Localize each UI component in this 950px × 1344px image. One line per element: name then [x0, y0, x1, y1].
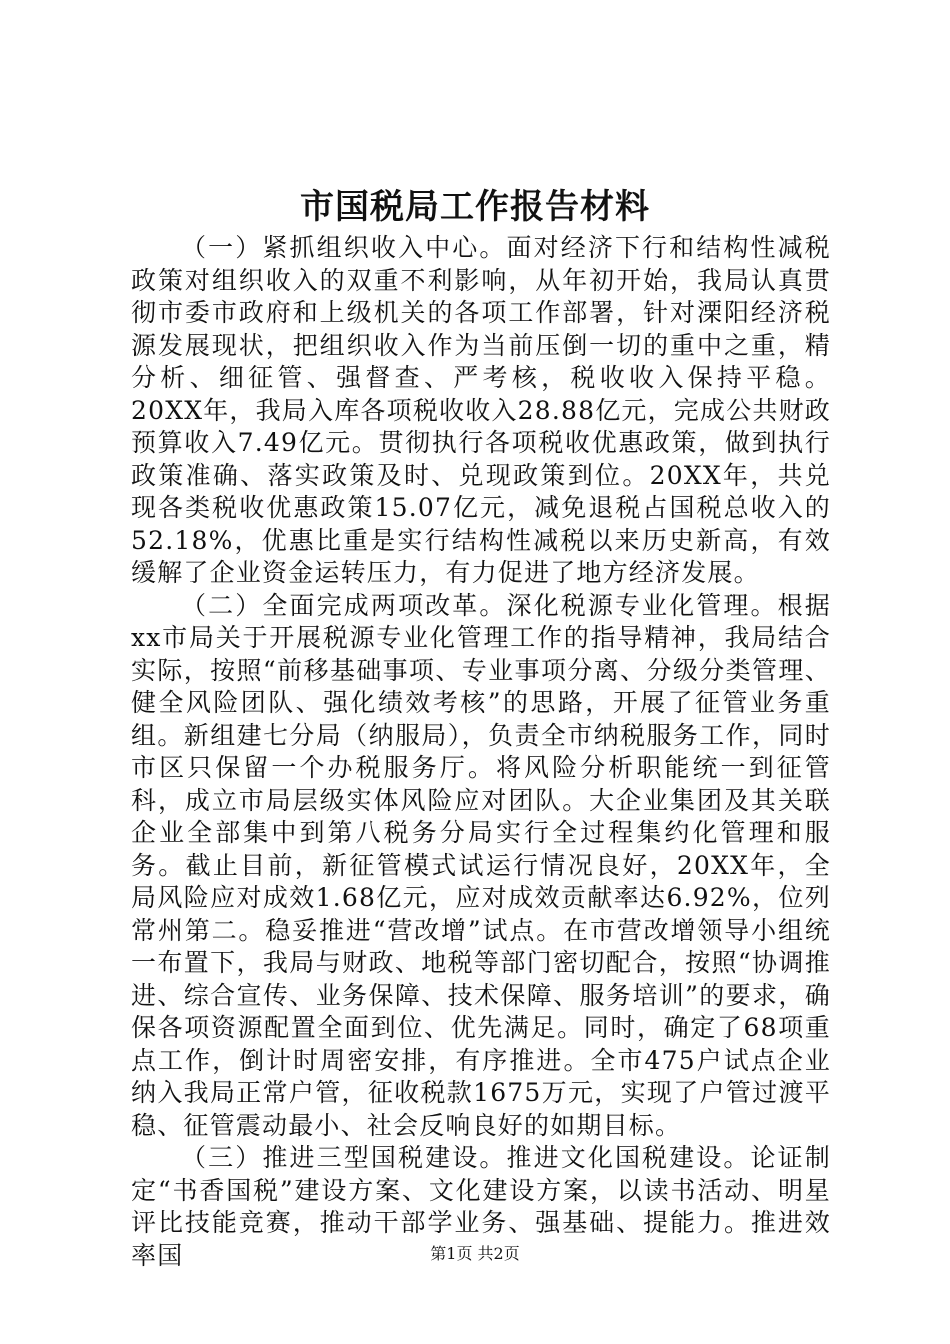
paragraph-2: （二）全面完成两项改革。深化税源专业化管理。根据xx市局关于开展税源专业化管理工作的指导精神，我局结合实际，按照“前移基础事项、专业事项分离、分级分类管理、健全风险团队、强化绩效考核”的思路，开展了征管业务重组。新组建七分局（纳服局），负责全市纳税服务工作，同时市区只保留一个办税服务厅。将风险分析职能统一到征管科，成立市局层级实体风险应对团队。大企业集团及其关联企业全部集中到第八税务分局实行全过程集约化管理和服务。截止目前，新征管模式试运行情况良好，20XX年，全局风险应对成效1.68亿元，应对成效贡献率达6.92%，位列常州第二。稳妥推进“营改增”试点。在市营改增领导小组统一布置下，我局与财政、地税等部门密切配合，按照“协调推进、综合宣传、业务保障、技术保障、服务培训”的要求，确保各项资源配置全面到位、优先满足。同时，确定了68项重点工作，倒计时周密安排，有序推进。全市475户试点企业纳入我局正常户管，征收税款1675万元，实现了户管过渡平稳、征管震动最小、社会反响良好的如期目标。	[131, 590, 831, 1140]
page-footer: 第1页 共2页	[430, 1244, 520, 1263]
document-title: 市国税局工作报告材料	[300, 187, 650, 227]
paragraph-3: （三）推进三型国税建设。推进文化国税建设。论证制定“书香国税”建设方案、文化建设方案，以读书活动、明星评比技能竞赛，推动干部学业务、强基础、提能力。推进效率国	[131, 1143, 831, 1270]
paragraph-1: （一）紧抓组织收入中心。面对经济下行和结构性减税政策对组织收入的双重不利影响，从年初开始，我局认真贯彻市委市政府和上级机关的各项工作部署，针对溧阳经济税源发展现状，把组织收入作为当前压倒一切的重中之重，精分析、细征管、强督查、严考核，税收收入保持平稳。20XX年，我局入库各项税收收入28.88亿元，完成公共财政预算收入7.49亿元。贯彻执行各项税收优惠政策，做到执行政策准确、落实政策及时、兑现政策到位。20XX年，共兑现各类税收优惠政策15.07亿元，减免退税占国税总收入的52.18%，优惠比重是实行结构性减税以来历史新高，有效缓解了企业资金运转压力，有力促进了地方经济发展。	[131, 233, 831, 587]
document-body	[131, 232, 831, 1272]
